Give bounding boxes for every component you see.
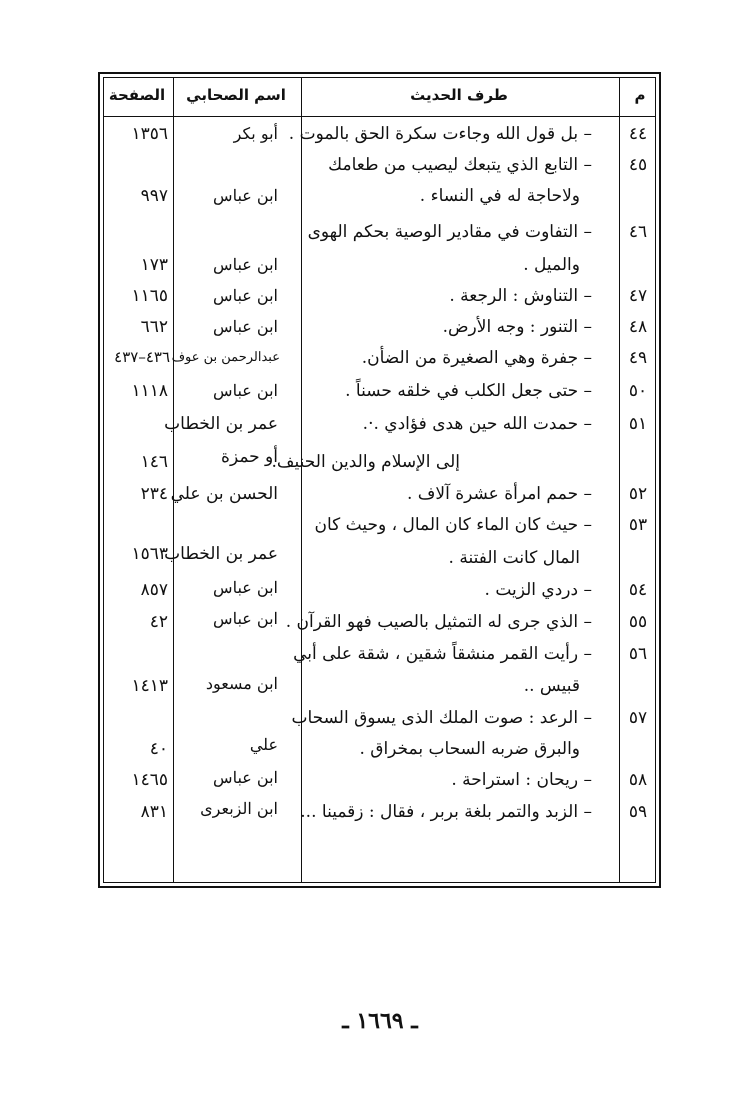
companion-name: ابن عباس xyxy=(213,768,278,787)
header-page: الصفحة xyxy=(108,86,166,104)
companion-name: عبدالرحمن بن عوف xyxy=(171,350,280,365)
column-divider-page xyxy=(173,78,174,882)
page-ref: ١٥٦٣ xyxy=(131,544,168,564)
companion-name: أبو بكر xyxy=(233,124,278,143)
hadith-text: – حيث كان الماء كان المال ، وحيث كان xyxy=(314,515,592,535)
row-number: ٥٩ xyxy=(628,802,648,822)
row-number: ٥٦ xyxy=(628,644,648,664)
companion-name: ابن عباس xyxy=(213,609,278,628)
page-ref: ٤٠ xyxy=(149,739,168,759)
companion-name: ابن عباس xyxy=(213,381,278,400)
hadith-text: – حمدت الله حين هدى فؤادي .·. xyxy=(362,414,592,434)
row-number: ٤٤ xyxy=(628,124,648,144)
page-ref: ٨٥٧ xyxy=(140,580,168,600)
header-underline xyxy=(104,116,655,117)
companion-name: ابن الزبعرى xyxy=(200,799,278,818)
row-number: ٥٤ xyxy=(628,580,648,600)
hadith-text: – الزبد والتمر بلغة بربر ، فقال : زقمينا ... xyxy=(300,802,592,822)
hadith-text: – التابع الذي يتبعك ليصيب من طعامك xyxy=(328,155,592,175)
row-number: ٥١ xyxy=(628,414,648,434)
hadith-text: – الذي جرى له التمثيل بالصيب فهو القرآن . xyxy=(285,612,592,632)
companion-name: ابن عباس xyxy=(213,255,278,274)
page-ref: ٦٦٢ xyxy=(140,317,168,337)
page-ref: ١١٦٥ xyxy=(131,286,168,306)
row-number: ٥٢ xyxy=(628,484,648,504)
hadith-text: – بل قول الله وجاءت سكرة الحق بالموت . xyxy=(288,124,592,144)
hadith-text: – حمم امرأة عشرة آلاف . xyxy=(406,484,592,504)
page-ref: ١٤١٣ xyxy=(131,676,168,696)
row-number: ٥٥ xyxy=(628,612,648,632)
companion-name: الحسن بن علي xyxy=(170,484,278,504)
hadith-text: – التنور : وجه الأرض. xyxy=(442,317,592,337)
column-divider-companion xyxy=(301,78,302,882)
hadith-text-cont: والبرق ضربه السحاب بمخراق . xyxy=(359,739,580,759)
hadith-text: – ريحان : استراحة . xyxy=(451,770,592,790)
row-number: ٤٨ xyxy=(628,317,648,337)
row-number: ٥٠ xyxy=(628,381,648,401)
hadith-text-cont: والميل . xyxy=(523,255,580,275)
row-number: ٤٧ xyxy=(628,286,648,306)
companion-name-alt: أو حمزة xyxy=(221,447,278,467)
header-hadith: طرف الحديث xyxy=(410,86,508,104)
page-ref: ٢٣٤ xyxy=(140,484,168,504)
header-num: م xyxy=(634,86,646,104)
row-number: ٥٧ xyxy=(628,708,648,728)
hadith-text: – التفاوت في مقادير الوصية بحكم الهوى xyxy=(307,222,592,242)
companion-name: ابن عباس xyxy=(213,317,278,336)
page-ref: ١٣٥٦ xyxy=(131,124,168,144)
page-number: ـ ١٦٦٩ ـ xyxy=(342,1008,418,1034)
column-divider-hadith xyxy=(619,78,620,882)
row-number: ٥٣ xyxy=(628,515,648,535)
hadith-text: – التناوش : الرجعة . xyxy=(449,286,592,306)
companion-name: ابن عباس xyxy=(213,578,278,597)
hadith-text: – حتى جعل الكلب في خلقه حسناً . xyxy=(345,381,592,401)
page-ref: ٤٢ xyxy=(149,612,168,632)
page-ref: ٨٣١ xyxy=(140,802,168,822)
page-ref: ٤٣٦–٤٣٧ xyxy=(114,348,170,366)
hadith-text: – جفرة وهي الصغيرة من الضأن. xyxy=(361,348,592,368)
page-ref: ١٤٦٥ xyxy=(131,770,168,790)
companion-name: ابن مسعود xyxy=(205,674,278,693)
row-number: ٤٦ xyxy=(628,222,648,242)
hadith-text: – رأيت القمر منشقاً شقين ، شقة على أبي xyxy=(293,644,592,664)
companion-name: ابن عباس xyxy=(213,186,278,205)
companion-name: علي xyxy=(249,735,278,754)
hadith-text-cont: المال كانت الفتنة . xyxy=(448,548,580,568)
row-number: ٥٨ xyxy=(628,770,648,790)
page-ref: ١١١٨ xyxy=(131,381,168,401)
companion-name: عمر بن الخطاب xyxy=(164,544,278,564)
companion-name: ابن عباس xyxy=(213,286,278,305)
hadith-text-cont: ولاحاجة له في النساء . xyxy=(419,186,580,206)
hadith-text: – دردي الزيت . xyxy=(484,580,592,600)
hadith-text: – الرعد : صوت الملك الذى يسوق السحاب xyxy=(291,708,592,728)
hadith-text-cont: قبيس .. xyxy=(523,676,580,696)
row-number: ٤٩ xyxy=(628,348,648,368)
header-companion: اسم الصحابي xyxy=(186,86,286,104)
row-number: ٤٥ xyxy=(628,155,648,175)
page-ref: ١٤٦ xyxy=(140,452,168,472)
hadith-text-cont: إلى الإسلام والدين الحنيف. xyxy=(271,452,460,472)
companion-name: عمر بن الخطاب xyxy=(164,414,278,434)
page-ref: ١٧٣ xyxy=(140,255,168,275)
page-ref: ٩٩٧ xyxy=(140,186,168,206)
